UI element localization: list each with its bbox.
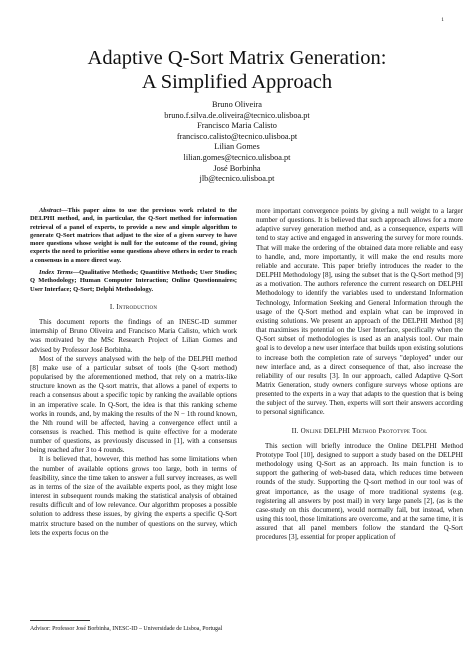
author-email: lilian.gomes@tecnico.ulisboa.pt <box>183 152 291 162</box>
author-name: José Borbinha <box>213 163 261 173</box>
right-paragraph-2: This section will briefly introduce the Online DELPHI Method Prototype Tool [10], designed to support a study based on the DELPHI methodology using Q-Sort as an approach. Its main function is to support the gathering of web-based data, which reduces time between rounds of the study. Supporting the Q-sort method in our tool was of great importance, as the usage of more traditional systems (e.g. registering all answers by post mail) in very large panels [2], (as is the case-study on this document), would normally fail, but instead, when using this tool, those limitations are overcome, and at the same time, it is assured that all panel members follow the standard the Q-Sort procedures [3], essential for proper application of <box>256 441 463 542</box>
author-email: bruno.f.silva.de.oliveira@tecnico.ulisboa.pt <box>164 110 310 120</box>
intro-paragraph-2: Most of the surveys analysed with the help of the DELPHI method [8] make use of a particular subset of tools (the Q-sort method) popularised by the aforementioned method, that rely on a matrix-like structure known as the Q-sort matrix, that allows a panel of experts to reach a consensus about a specific topic by ranking the available options in an imperative scale. In Q-Sort, the idea is that this ranking scheme works in rounds, and, by making the results of the N − 1th round known, the Nth round will be affected, having a convergence effect until a consensus is reached. This method is quite effective for a moderate number of questions, as previously discussed in [1], with a consensus being reached after 3 to 4 rounds. <box>30 354 237 455</box>
abstract-text: —This paper aims to use the previous work related to the DELPHI method, and, in particular, the Q-Sort method for information retrieval of a panel of experts, to provide a new and simple algorithm to generate Q-Sort matrices that adjust to the size of a given survey to have more questions whose weight is null for the outcome of the round, giving experts the need to prioritise some questions above others in order to reach a consensus in a more direct way. <box>30 207 237 264</box>
author-email: francisco.calisto@tecnico.ulisboa.pt <box>176 131 298 141</box>
abstract <box>30 207 237 265</box>
footnote: Advisor: Professor José Borbinha, INESC-ID – Universidade de Lisboa, Portugal <box>30 626 223 632</box>
index-terms <box>30 269 237 294</box>
index-terms-text: —Qualitative Methods; Quantitive Methods; User Studies; Q Methodology; Human Computer Interaction; Online Questionnaires; User Interface; Q-Sort; Delphi Methodology. <box>30 269 237 293</box>
footnote-rule <box>30 620 90 621</box>
section-heading-prototype-tool: II. Online DELPHI Method Prototype Tool <box>291 426 428 435</box>
page-number: 1 <box>441 17 444 23</box>
intro-paragraph-1: This document reports the findings of an INESC-ID summer internship of Bruno Oliveira and Francisco Maria Calisto, which work was motivated by the MSc Research Project of Lilian Gomes and advised by Professor José Borbinha. <box>30 318 237 354</box>
right-column <box>256 207 463 542</box>
author-name: Francisco Maria Calisto <box>197 121 277 131</box>
section-heading-introduction: I. Introduction <box>109 302 158 311</box>
author-name: Bruno Oliveira <box>211 100 262 109</box>
title-line-2: A Simplified Approach <box>141 71 333 93</box>
right-paragraph-1: more important convergence points by giving a null weight to a larger number of questions. It is believed that such approach allows for a more adaptive survey generation method and, as a consequence, experts will tend to stay active and engaged in answering the survey for more rounds. That will make the ordering of the obtained data more reliable and easy to handle, and, more importantly, it will make the end results more reliable and accurate. This paper briefly introduces the reader to the DELPHI Methodology [8], using the subset that is the Q-Sort method [9] as a motivation. The authors reference the current research on DELPHI Methodology to identify the variables used to understand Information Technology, Information Seeking and General Information through the usage of the Q-Sort method and explain what can be improved in existing solutions. We present an approach of the DELPHI Method [8] that maximises its potential on the User Interface, specifically when the Q-Sort subset of methodologies is used as an analysis tool. Our main goal is to develop a new user interface that builds upon existing solutions to increase both the completion rate of surveys "deployed" under our new interface and, as a direct consequence of that, also increase the reliability of our results [3]. In our approach, called Adaptive Q-Sort Matrix Generation, study owners configure surveys whose options are presented to the experts in a way that adapts to the question that is being the subject of the survey. Then, experts will sort their answers according to personal significance. <box>256 207 463 417</box>
abstract-label: Abstract <box>39 207 62 214</box>
left-column <box>30 207 237 538</box>
author-name: Lilian Gomes <box>214 142 260 152</box>
intro-paragraph-3: It is believed that, however, this method has some limitations when the number of available options grows too large, both in terms of feasibility, since the time taken to answer a full survey increases, as well as in terms of the size of the available experts pool, as they might lose interest in subsequent rounds making the statistical analysis of obtained results difficult and of low relevance. Our algorithm proposes a possible solution to address these issues, by giving the experts a specific Q-Sort matrix structure based on the number of questions on the survey, which lets the experts focus on the <box>30 455 237 537</box>
paper-title <box>0 46 474 94</box>
title-line-1: Adaptive Q-Sort Matrix Generation: <box>87 47 387 69</box>
author-block <box>0 100 474 185</box>
author-email: jlb@tecnico.ulisboa.pt <box>199 174 275 184</box>
index-terms-label: Index Terms <box>39 269 73 277</box>
